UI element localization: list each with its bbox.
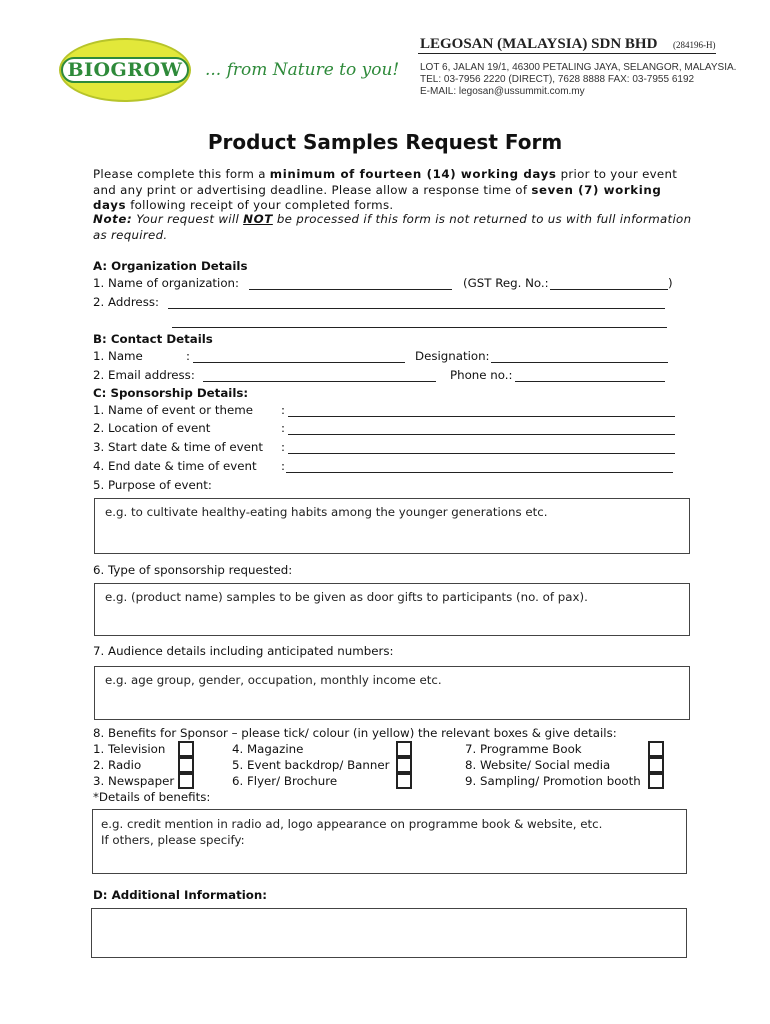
benefit-details-hint: e.g. credit mention in radio ad, logo appearance on programme book & website, etc. [101, 817, 603, 831]
contact-name-field[interactable] [193, 362, 405, 363]
benefit-details-textbox[interactable] [92, 809, 687, 874]
section-a-heading: A: Organization Details [93, 259, 248, 273]
intro-note [93, 212, 693, 243]
event-location-colon: : [281, 421, 285, 435]
end-date-colon: : [281, 459, 285, 473]
address-label: 2. Address: [93, 295, 159, 309]
intro-deadline: minimum of fourteen (14) working days [269, 167, 557, 181]
phone-label: Phone no.: [450, 368, 513, 382]
gst-field[interactable] [550, 289, 668, 290]
benefit-backdrop: 5. Event backdrop/ Banner [232, 758, 390, 772]
end-date-label: 4. End date & time of event [93, 459, 257, 473]
company-name: LEGOSAN (MALAYSIA) SDN BHD [420, 36, 658, 52]
audience-hint: e.g. age group, gender, occupation, monthly income etc. [105, 673, 442, 687]
sponsorship-type-textbox[interactable] [94, 583, 690, 636]
benefit-others-hint: If others, please specify: [101, 833, 245, 847]
checkbox-programme-book[interactable] [648, 741, 664, 757]
org-name-label: 1. Name of organization: [93, 276, 240, 290]
sponsorship-type-label: 6. Type of sponsorship requested: [93, 563, 293, 577]
benefit-flyer: 6. Flyer/ Brochure [232, 774, 338, 788]
company-email: E-MAIL: legosan@ussummit.com.my [420, 86, 585, 97]
event-location-field[interactable] [288, 434, 675, 435]
checkbox-magazine[interactable] [396, 741, 412, 757]
section-d-heading: D: Additional Information: [93, 888, 267, 902]
company-phone: TEL: 03-7956 2220 (DIRECT), 7628 8888 FAX: 03-7955 6192 [420, 74, 695, 85]
email-label: 2. Email address: [93, 368, 195, 382]
email-field[interactable] [203, 381, 436, 382]
note-label: Note: [93, 212, 133, 226]
note-text: be processed if this form is not returned to us with full information as required. [93, 212, 692, 242]
benefit-programme-book: 7. Programme Book [465, 742, 582, 756]
note-text: Your request will [132, 212, 244, 226]
start-date-colon: : [281, 440, 285, 454]
gst-close: ) [668, 276, 673, 290]
benefit-television: 1. Television [93, 742, 166, 756]
address-field-line2[interactable] [172, 327, 667, 328]
section-b-heading: B: Contact Details [93, 332, 213, 346]
company-reg-no: (284196-H) [673, 40, 716, 50]
address-field-line1[interactable] [168, 308, 665, 309]
intro-text: prior to your event and any print or advertising deadline. Please allow a response time of [93, 167, 678, 197]
intro-text: Please complete this form a [93, 167, 270, 181]
note-not: NOT [243, 212, 273, 226]
event-name-label: 1. Name of event or theme [93, 403, 253, 417]
company-address: LOT 6, JALAN 19/1, 46300 PETALING JAYA, SELANGOR, MALAYSIA. [420, 62, 737, 73]
checkbox-radio[interactable] [178, 757, 194, 773]
benefits-label: 8. Benefits for Sponsor – please tick/ colour (in yellow) the relevant boxes & give details: [93, 726, 617, 740]
benefit-radio: 2. Radio [93, 758, 142, 772]
purpose-label: 5. Purpose of event: [93, 478, 212, 492]
start-date-field[interactable] [288, 453, 675, 454]
benefit-sampling: 9. Sampling/ Promotion booth [465, 774, 641, 788]
checkbox-sampling[interactable] [648, 773, 664, 789]
benefit-details-label: *Details of benefits: [93, 790, 211, 804]
intro-paragraph [93, 167, 693, 214]
checkbox-flyer[interactable] [396, 773, 412, 789]
page-title: Product Samples Request Form [207, 130, 563, 154]
additional-info-textbox[interactable] [91, 908, 687, 958]
event-name-colon: : [281, 403, 285, 417]
end-date-field[interactable] [286, 472, 673, 473]
section-c-heading: C: Sponsorship Details: [93, 386, 249, 400]
audience-textbox[interactable] [94, 666, 690, 720]
event-location-label: 2. Location of event [93, 421, 211, 435]
checkbox-newspaper[interactable] [178, 773, 194, 789]
biogrow-logo-text: BIOGROW [61, 57, 189, 83]
checkbox-backdrop[interactable] [396, 757, 412, 773]
header-rule [418, 53, 716, 54]
intro-text: following receipt of your completed forms. [126, 198, 394, 212]
start-date-label: 3. Start date & time of event [93, 440, 263, 454]
tagline: ... from Nature to you! [205, 60, 400, 80]
checkbox-website[interactable] [648, 757, 664, 773]
designation-label: Designation: [415, 349, 490, 363]
benefit-magazine: 4. Magazine [232, 742, 304, 756]
designation-field[interactable] [491, 362, 668, 363]
checkbox-television[interactable] [178, 741, 194, 757]
contact-name-label: 1. Name [93, 349, 143, 363]
audience-label: 7. Audience details including anticipated numbers: [93, 644, 394, 658]
contact-name-colon: : [186, 349, 190, 363]
phone-field[interactable] [515, 381, 665, 382]
purpose-hint: e.g. to cultivate healthy-eating habits among the younger generations etc. [105, 505, 548, 519]
sponsorship-type-hint: e.g. (product name) samples to be given as door gifts to participants (no. of pax). [105, 590, 588, 604]
purpose-textbox[interactable] [94, 498, 690, 554]
org-name-field[interactable] [249, 289, 452, 290]
event-name-field[interactable] [288, 416, 675, 417]
intro-response-time: seven (7) working days [93, 182, 662, 212]
gst-label: (GST Reg. No.: [463, 276, 549, 290]
benefit-newspaper: 3. Newspaper [93, 774, 175, 788]
benefit-website: 8. Website/ Social media [465, 758, 611, 772]
